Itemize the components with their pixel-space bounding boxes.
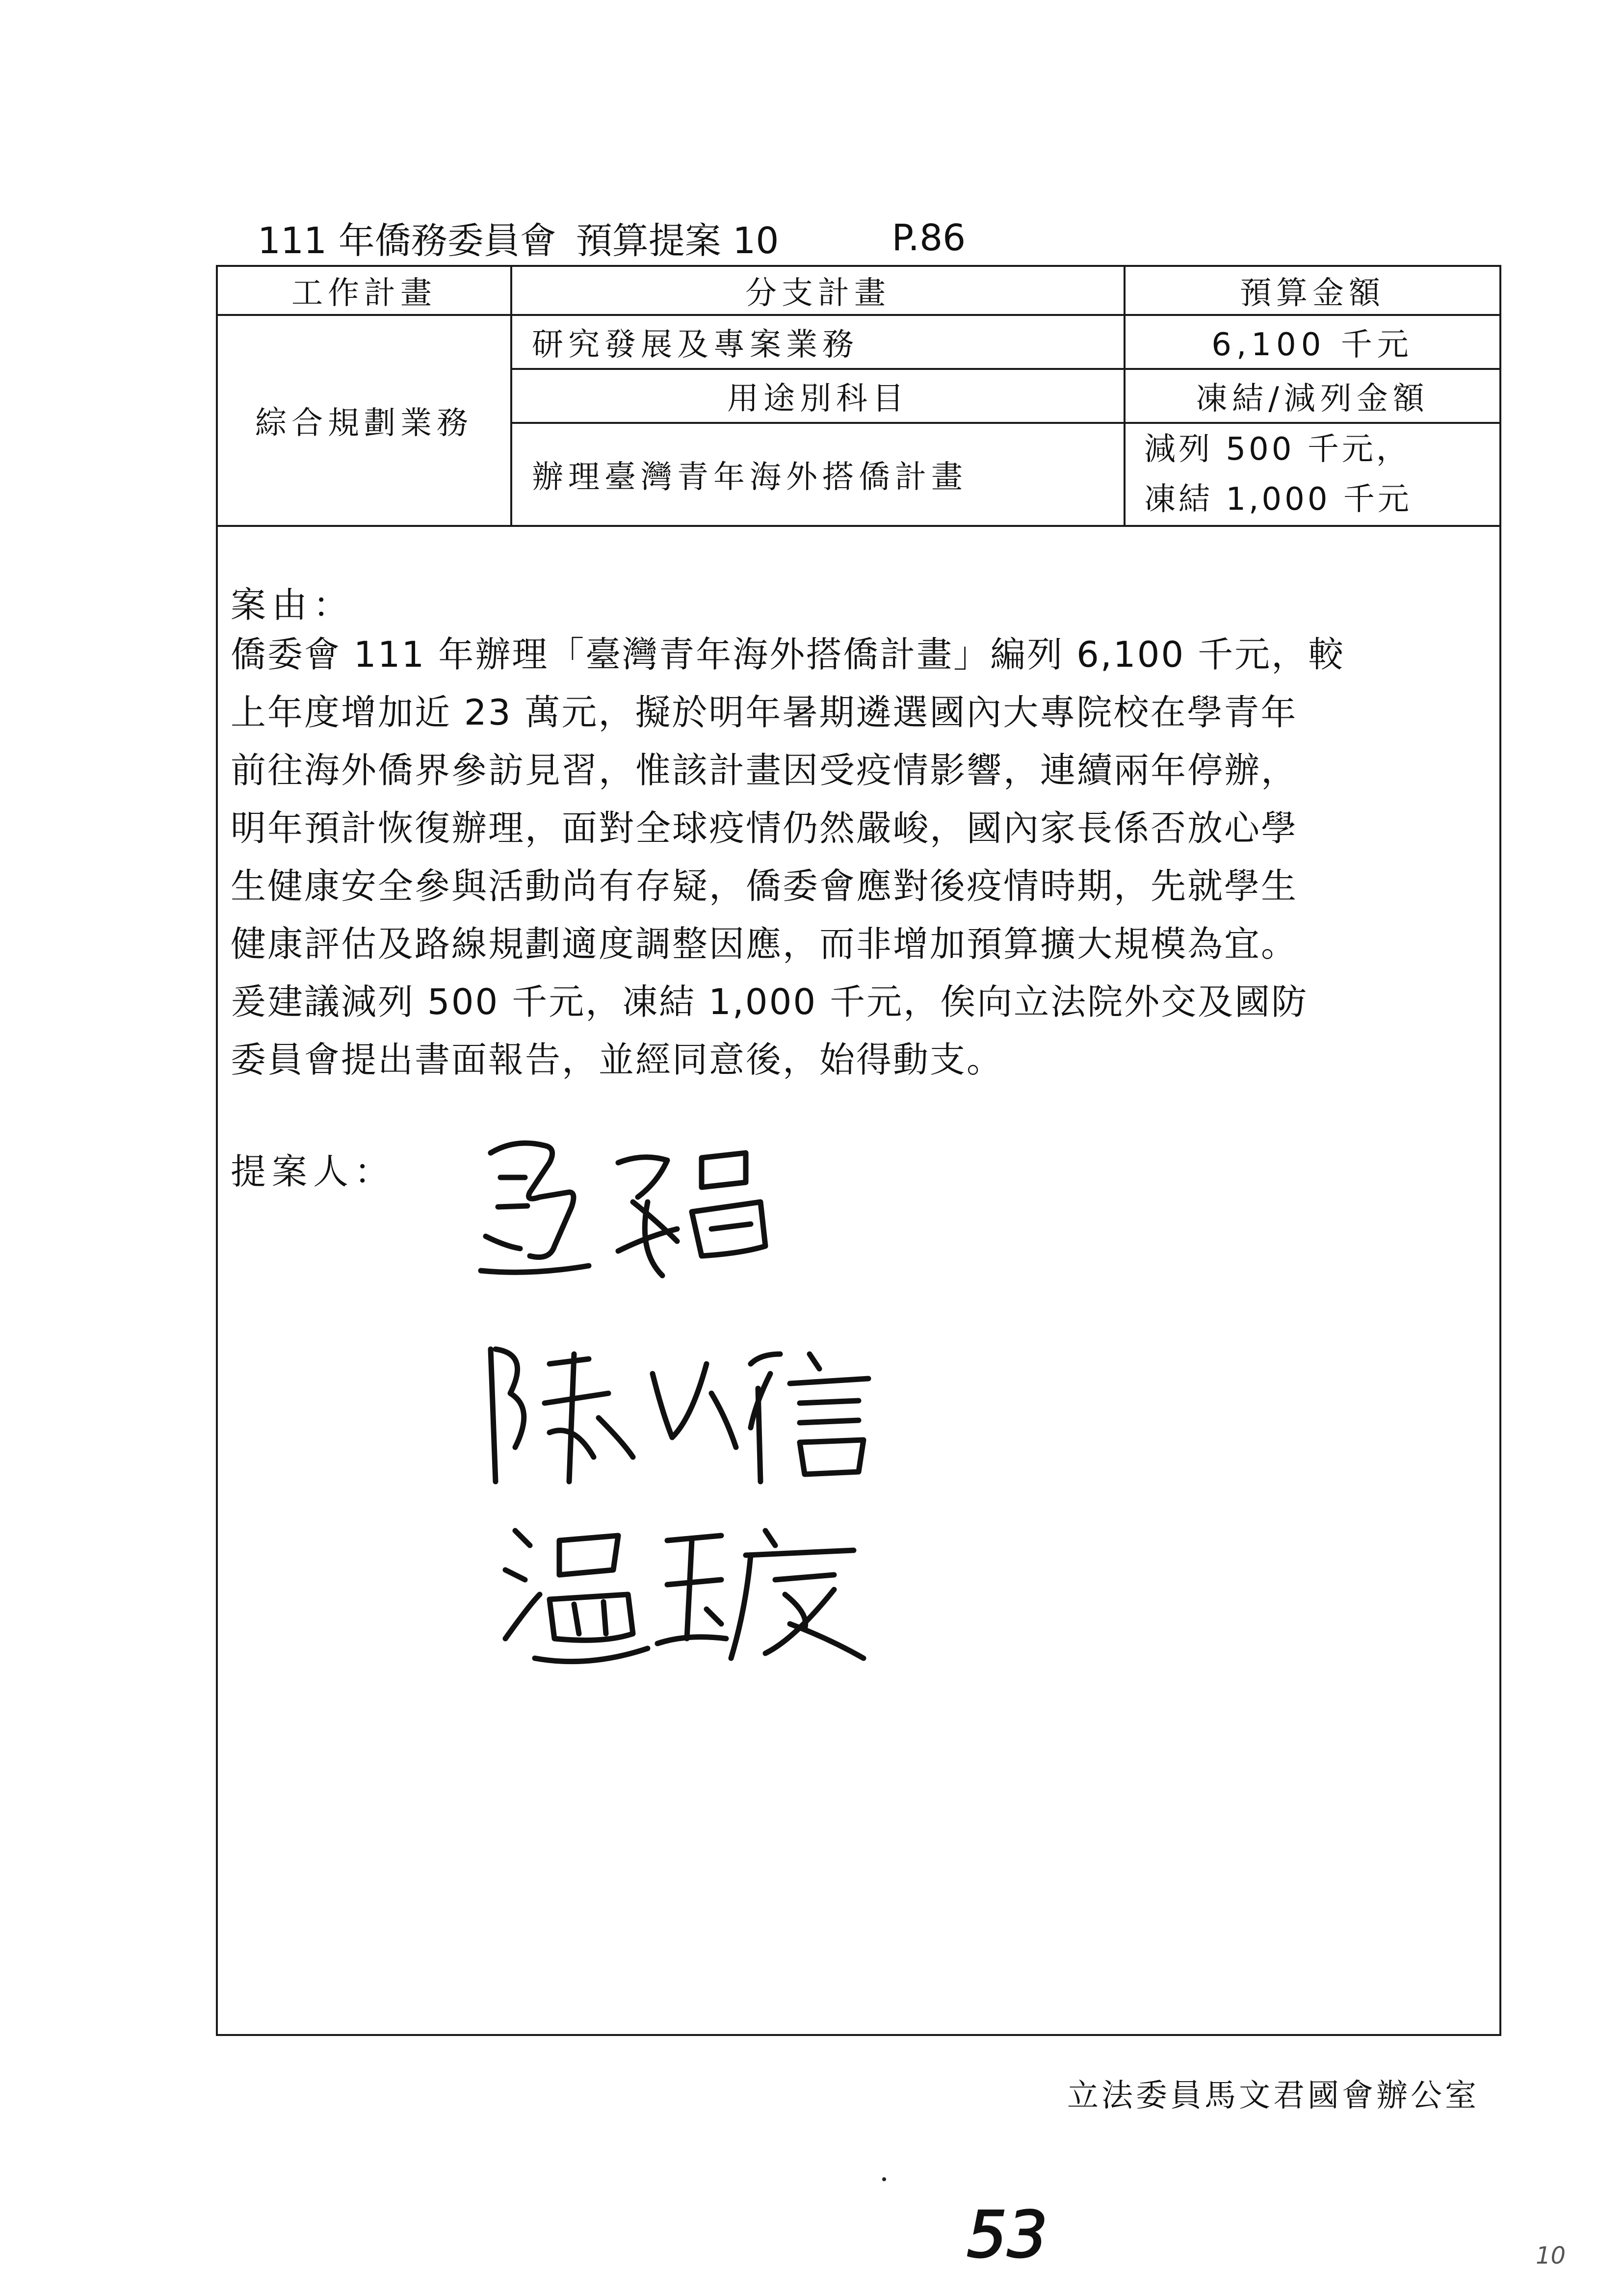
budget-amount-value: 6,100 千元: [1211, 327, 1414, 363]
scan-speck: [882, 2177, 886, 2181]
reason-line: 明年預計恢復辦理，面對全球疫情仍然嚴峻，國內家長係否放心學: [231, 808, 1298, 849]
reason-line: 健康評估及路線規劃適度調整因應，而非增加預算擴大規模為宜。: [231, 923, 1298, 965]
office-footer: 立法委員馬文君國會辦公室: [1067, 2078, 1479, 2114]
title-year-org: 111 年僑務委員會: [258, 220, 556, 262]
reason-line: 僑委會 111 年辦理「臺灣青年海外搭僑計畫」編列 6,100 千元，較: [231, 634, 1345, 675]
reason-line: 前往海外僑界參訪見習，惟該計畫因受疫情影響，連續兩年停辦，: [231, 750, 1298, 791]
reason-line: 爰建議減列 500 千元，凍結 1,000 千元，俟向立法院外交及國防: [231, 981, 1309, 1022]
handwritten-page-number: [962, 2203, 1060, 2271]
reason-line: 上年度增加近 23 萬元，擬於明年暑期遴選國內大專院校在學青年: [231, 692, 1298, 733]
header-work-plan: 工作計畫: [291, 275, 437, 312]
reason-line: 委員會提出書面報告，並經同意後，始得動支。: [231, 1039, 1004, 1080]
signature-2: [476, 1334, 893, 1496]
proposal-form-frame: [216, 265, 1501, 2036]
freeze-cut-values: [1126, 424, 1499, 525]
header-budget-amount: 預算金額: [1240, 275, 1385, 312]
document-title: [258, 211, 966, 265]
work-plan-value: 綜合規劃業務: [255, 405, 473, 442]
reason-body: [231, 626, 1487, 1089]
freeze-amount: 凍結 1,000 千元: [1144, 481, 1412, 518]
title-proposal-number: 預算提案 10: [576, 220, 779, 262]
reason-label: 案由：: [231, 584, 355, 626]
purpose-item-value: 辦理臺灣青年海外搭僑計畫: [532, 459, 968, 496]
title-page-ref: P.86: [891, 217, 966, 259]
reason-line: 生健康安全參與活動尚有存疑，僑委會應對後疫情時期，先就學生: [231, 865, 1298, 907]
page-number-text: 53: [967, 2203, 1048, 2271]
signature-1: [471, 1123, 795, 1290]
header-branch-plan: 分支計畫: [745, 275, 891, 312]
corner-mark: 10: [1536, 2242, 1566, 2270]
header-freeze-cut: 凍結/減列金額: [1196, 381, 1429, 417]
table-rule: [218, 525, 1499, 527]
branch-plan-value: 研究發展及專案業務: [532, 327, 859, 363]
cut-amount: 減列 500 千元，: [1144, 431, 1411, 468]
header-purpose-item: 用途別科目: [727, 381, 909, 417]
proposer-label: 提案人：: [231, 1151, 396, 1192]
signature-3: [491, 1511, 893, 1678]
